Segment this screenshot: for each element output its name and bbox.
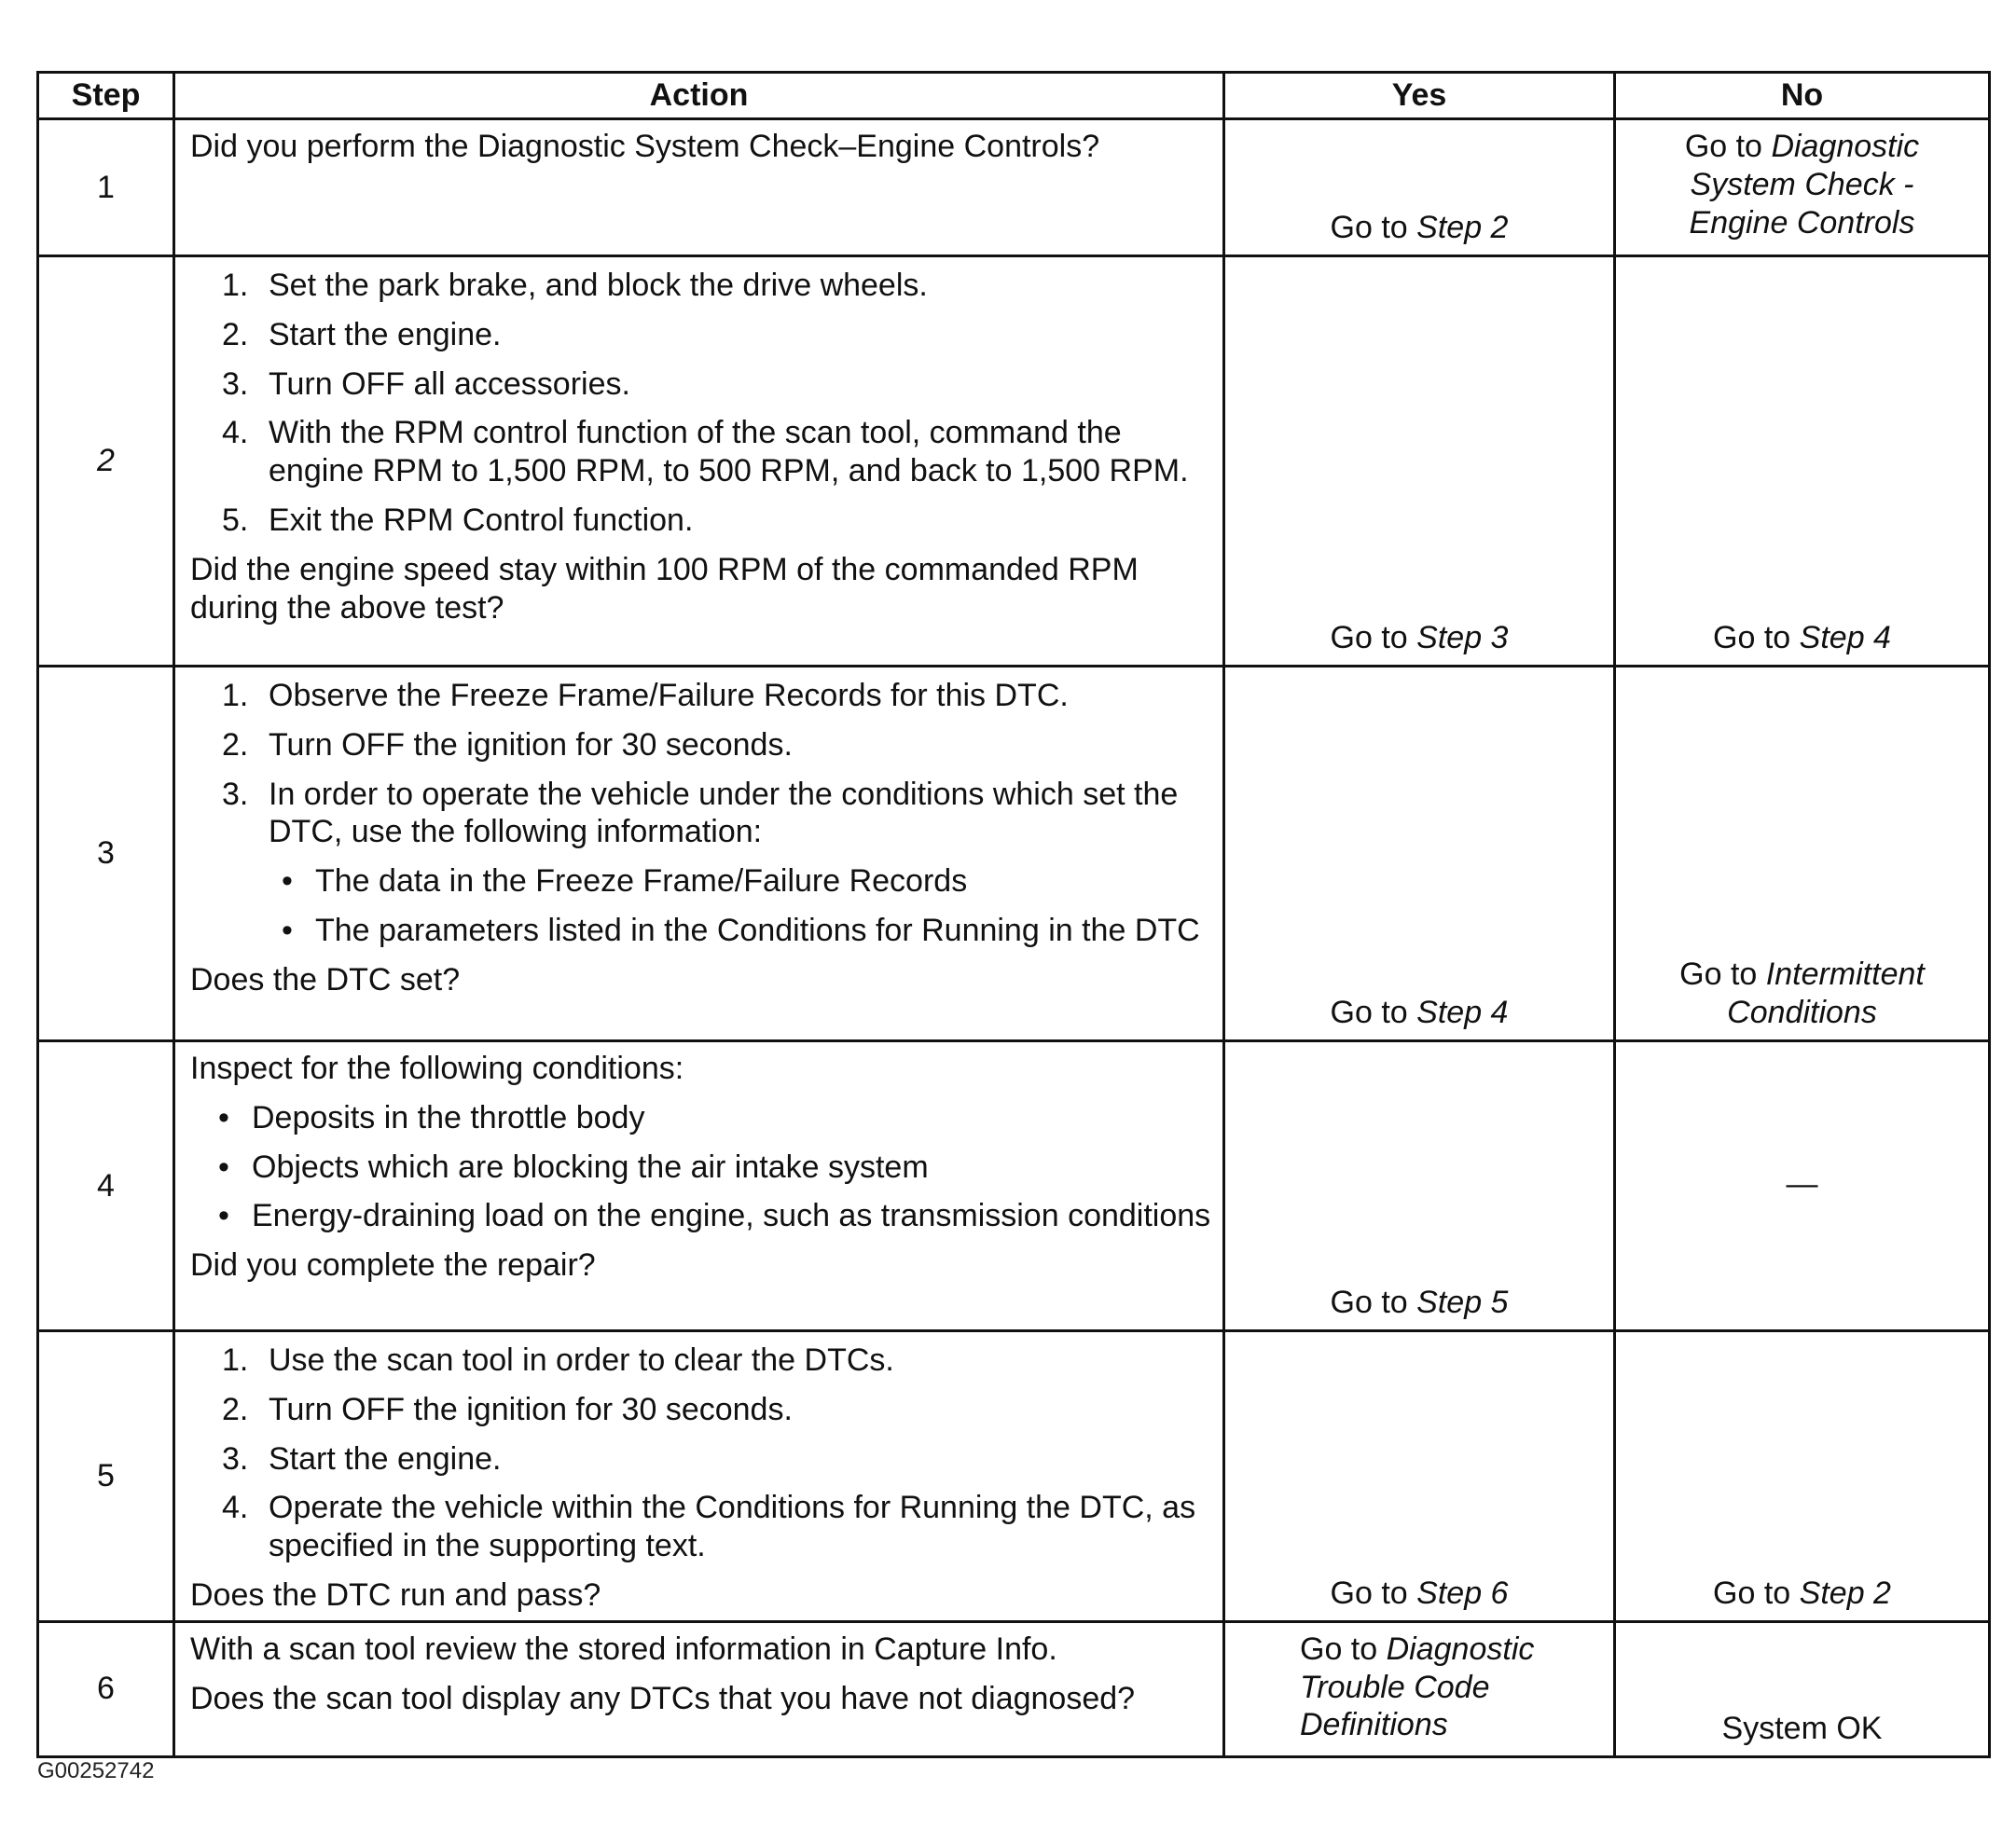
list-item: 4. With the RPM control function of the scan tool, command the engine RPM to 1,500 RPM, to 500 RPM, and back to 1,500 RPM. xyxy=(222,415,1189,489)
goto-target-line: System Check - xyxy=(1690,166,1914,202)
question-text: Did you complete the repair? xyxy=(190,1247,596,1284)
goto-target: Step 2 xyxy=(1416,210,1509,246)
goto-prefix: Go to xyxy=(1684,129,1762,164)
action-cell xyxy=(174,1621,1224,1756)
list-item: 3. In order to operate the vehicle under the conditions which set the DTC, use the following information: • The data in the Freeze Frame/Failure Records • The parameters listed in the Conditions for Running in the DTC xyxy=(222,776,1211,950)
action-cell xyxy=(174,667,1224,1041)
diagnostic-table xyxy=(36,71,1991,1758)
goto-prefix: Go to xyxy=(1713,1575,1791,1611)
question-text: Does the DTC run and pass? xyxy=(190,1576,601,1613)
yes-cell xyxy=(1224,119,1615,256)
goto-prefix: Go to xyxy=(1713,620,1791,656)
no-cell: — xyxy=(1615,1041,1990,1331)
yes-cell xyxy=(1224,1331,1615,1622)
action-cell xyxy=(174,1041,1224,1331)
no-cell xyxy=(1615,119,1990,256)
no-cell: System OK xyxy=(1615,1621,1990,1756)
list-item: 3. Turn OFF all accessories. xyxy=(222,365,630,402)
numbered-steps xyxy=(190,677,1211,950)
action-cell xyxy=(174,256,1224,667)
goto-target: Intermittent xyxy=(1765,956,1925,993)
no-cell xyxy=(1615,256,1990,667)
no-cell xyxy=(1615,1331,1990,1622)
bullet-item: • The data in the Freeze Frame/Failure Records xyxy=(282,863,968,900)
step-number: 2 xyxy=(38,256,174,667)
step-number: 4 xyxy=(38,1041,174,1331)
action-cell xyxy=(174,119,1224,256)
goto-target-line: Conditions xyxy=(1727,995,1877,1031)
bullet-item: • Energy-draining load on the engine, such as transmission conditions xyxy=(218,1198,1211,1234)
table-row xyxy=(38,256,1990,667)
table-row xyxy=(38,1041,1990,1331)
goto-target: Diagnostic xyxy=(1771,129,1920,164)
goto-target: Step 3 xyxy=(1416,620,1509,656)
list-item: 1. Use the scan tool in order to clear the DTCs. xyxy=(222,1342,894,1378)
goto-target: Step 4 xyxy=(1799,620,1891,656)
figure-id: G00252742 xyxy=(37,1758,155,1783)
goto-prefix: Go to xyxy=(1330,1285,1408,1321)
numbered-steps xyxy=(190,267,1211,540)
header-action: Action xyxy=(174,73,1224,119)
list-item: 2. Turn OFF the ignition for 30 seconds. xyxy=(222,1391,793,1427)
question-text: Did the engine speed stay within 100 RPM of the commanded RPM during the above test? xyxy=(190,551,1139,626)
goto-target: Step 4 xyxy=(1416,995,1509,1031)
intro-text: Inspect for the following conditions: xyxy=(190,1051,684,1086)
list-item: 2. Start the engine. xyxy=(222,316,502,352)
action-cell xyxy=(174,1331,1224,1622)
list-item: 1. Observe the Freeze Frame/Failure Records for this DTC. xyxy=(222,678,1069,713)
header-no: No xyxy=(1615,73,1990,119)
no-cell xyxy=(1615,667,1990,1041)
list-item: 2. Turn OFF the ignition for 30 seconds. xyxy=(222,726,793,763)
goto-target: Step 2 xyxy=(1799,1575,1891,1611)
list-item: 4. Operate the vehicle within the Conditions for Running the DTC, as specified in the supporting text. xyxy=(222,1490,1196,1564)
goto-target: Step 5 xyxy=(1416,1285,1509,1321)
question-text: Does the scan tool display any DTCs that you have not diagnosed? xyxy=(190,1680,1136,1716)
step-number: 6 xyxy=(38,1621,174,1756)
bullet-item: • Deposits in the throttle body xyxy=(218,1099,645,1135)
yes-cell xyxy=(1224,1621,1615,1756)
intro-text: With a scan tool review the stored information in Capture Info. xyxy=(190,1631,1057,1667)
table-row xyxy=(38,1621,1990,1756)
step-number: 3 xyxy=(38,667,174,1041)
list-item: 3. Start the engine. xyxy=(222,1440,502,1477)
step-number: 5 xyxy=(38,1331,174,1622)
yes-cell xyxy=(1224,1041,1615,1331)
header-yes: Yes xyxy=(1224,73,1615,119)
goto-prefix: Go to xyxy=(1330,620,1408,656)
goto-target: Step 6 xyxy=(1416,1575,1509,1611)
goto-target-line: Engine Controls xyxy=(1689,204,1915,241)
numbered-steps xyxy=(190,1342,1211,1565)
list-item: 1. Set the park brake, and block the drive wheels. xyxy=(222,268,928,303)
goto-target: Diagnostic xyxy=(1386,1631,1535,1667)
step-number: 1 xyxy=(38,119,174,256)
yes-cell xyxy=(1224,256,1615,667)
goto-prefix: Go to xyxy=(1679,956,1758,993)
bullet-item: • Objects which are blocking the air intake system xyxy=(218,1149,929,1185)
table-row xyxy=(38,119,1990,256)
bullet-item: • The parameters listed in the Conditions for Running in the DTC xyxy=(282,912,1200,948)
question-text: Does the DTC set? xyxy=(190,961,461,998)
header-row xyxy=(38,73,1990,119)
goto-prefix: Go to xyxy=(1330,210,1408,246)
yes-cell xyxy=(1224,667,1615,1041)
goto-prefix: Go to xyxy=(1330,995,1408,1031)
header-step: Step xyxy=(38,73,174,119)
goto-prefix: Go to xyxy=(1330,1575,1408,1611)
bullet-list xyxy=(190,1099,1211,1235)
question-text: Did you perform the Diagnostic System Check–Engine Controls? xyxy=(190,129,1100,164)
bullet-list xyxy=(269,862,1211,950)
list-item: 5. Exit the RPM Control function. xyxy=(222,502,694,538)
goto-target-line: Trouble Code xyxy=(1300,1669,1490,1705)
goto-prefix: Go to xyxy=(1300,1631,1378,1667)
goto-target-line: Definitions xyxy=(1300,1707,1448,1743)
table-row xyxy=(38,1331,1990,1622)
table-row xyxy=(38,667,1990,1041)
